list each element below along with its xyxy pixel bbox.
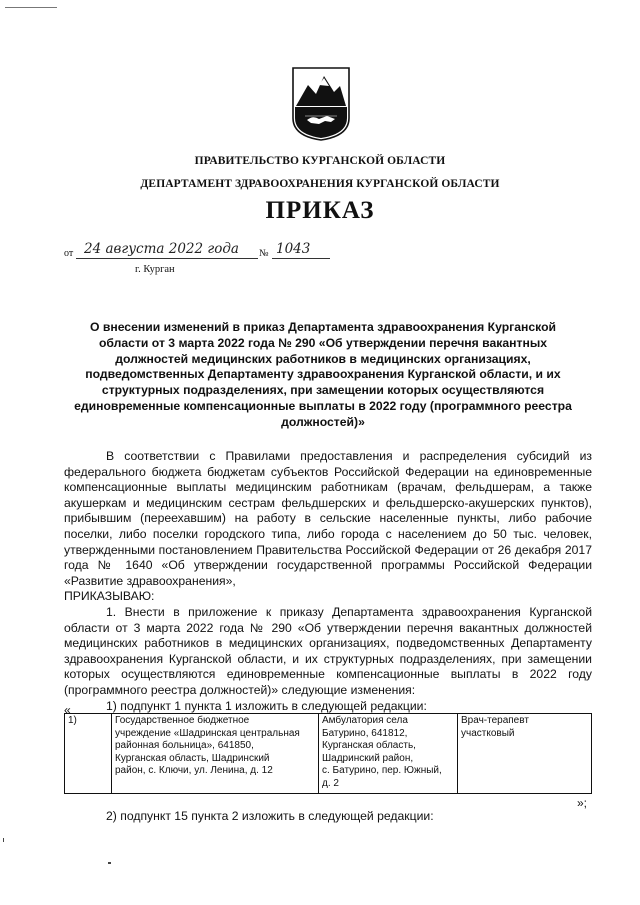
- quote-open-mark: «: [64, 703, 71, 717]
- institution-line: учреждение «Шадринская центральная: [115, 727, 300, 739]
- number-label: №: [259, 248, 269, 259]
- location-line: Амбулатория села: [322, 715, 408, 726]
- order-body: [64, 449, 592, 714]
- location-cell: [319, 714, 458, 794]
- scan-top-line: [5, 7, 57, 8]
- org-government-line: ПРАВИТЕЛЬСТВО КУРГАНСКОЙ ОБЛАСТИ: [194, 155, 446, 167]
- date-underline: [76, 258, 258, 259]
- location-line: Батурино, 641812,: [322, 727, 408, 739]
- scan-speck: [108, 862, 111, 864]
- row-number-cell: 1): [65, 714, 112, 794]
- date-number-line: [64, 241, 364, 261]
- institution-cell: [112, 714, 319, 794]
- handwritten-date: 24 августа 2022 года: [84, 241, 239, 257]
- quote-close-mark: »;: [577, 796, 588, 810]
- vacancy-table: [64, 713, 592, 794]
- institution-line: Государственное бюджетное: [115, 715, 250, 726]
- position-line: Врач-терапевт: [461, 715, 529, 726]
- subitem-2-paragraph: 2) подпункт 15 пункта 2 изложить в следующей редакции:: [106, 809, 434, 823]
- org-department-line: ДЕПАРТАМЕНТ ЗДРАВООХРАНЕНИЯ КУРГАНСКОЙ ОБЛАСТИ: [140, 178, 500, 190]
- city-label: г. Курган: [135, 264, 175, 275]
- order-title: О внесении изменений в приказ Департамента здравоохранения Курганской области от 3 марта 2022 года № 290 «Об утверждении перечня вакантных должностей медицинских работников в медицинских организациях, подведомственных Департаменту здравоохранения Курганской области, и их структурных подразделениях, при замещении которых осуществляются единовременные компенсационные выплаты в 2022 году (программного реестра должностей)»: [74, 320, 572, 429]
- order-word: ПРИКАЗЫВАЮ:: [64, 589, 155, 604]
- number-underline: [272, 258, 330, 259]
- location-line: Курганская область,: [322, 740, 416, 752]
- location-line: д. 2: [322, 777, 339, 789]
- institution-line: Курганская область, Шадринский: [115, 752, 270, 764]
- location-line: с. Батурино, пер. Южный,: [322, 765, 442, 777]
- item-1-paragraph: 1. Внести в приложение к приказу Департамента здравоохранения Курганской области от 3 марта 2022 года № 290 «Об утверждении перечня вакантных должностей медицинских работников в медицинских организациях, подведомственных Департаменту здравоохранения Курганской области, и их структурных подразделениях, при замещении которых осуществляются единовременные компенсационные выплаты в 2022 году (программного реестра должностей)» следующие изменения:: [64, 604, 592, 697]
- table-row: [65, 714, 592, 794]
- coat-of-arms-icon: [291, 66, 351, 142]
- institution-line: район, с. Ключи, ул. Ленина, д. 12: [115, 765, 273, 777]
- institution-line: районная больница», 641850,: [115, 740, 254, 752]
- subitem-1-paragraph: 1) подпункт 1 пункта 1 изложить в следующей редакции:: [106, 698, 427, 713]
- position-line: участковый: [461, 727, 515, 739]
- date-from-label: от: [64, 248, 74, 259]
- location-line: Шадринский район,: [322, 752, 414, 764]
- doc-type-heading: ПРИКАЗ: [265, 197, 375, 224]
- handwritten-number: 1043: [276, 241, 311, 257]
- scan-speck: [3, 838, 4, 842]
- preamble-paragraph: В соответствии с Правилами предоставления и распределения субсидий из федерального бюджета бюджетам субъектов Российской Федерации на единовременные компенсационные выплаты медицинским работникам (врачам, фельдшерам, а также акушеркам и медицинским сестрам фельдшерских и фельдшерско-акушерских пунктов), прибывшим (переехавшим) на работу в сельские населенные пункты, либо рабочие поселки, либо поселки городского типа, либо города с населением до 50 тыс. человек, утвержденными постановлением Правительства Российской Федерации от 26 декабря 2017 года № 1640 «Об утверждении государственной программы Российской Федерации «Развитие здравоохранения»,: [64, 449, 592, 588]
- position-cell: [458, 714, 592, 794]
